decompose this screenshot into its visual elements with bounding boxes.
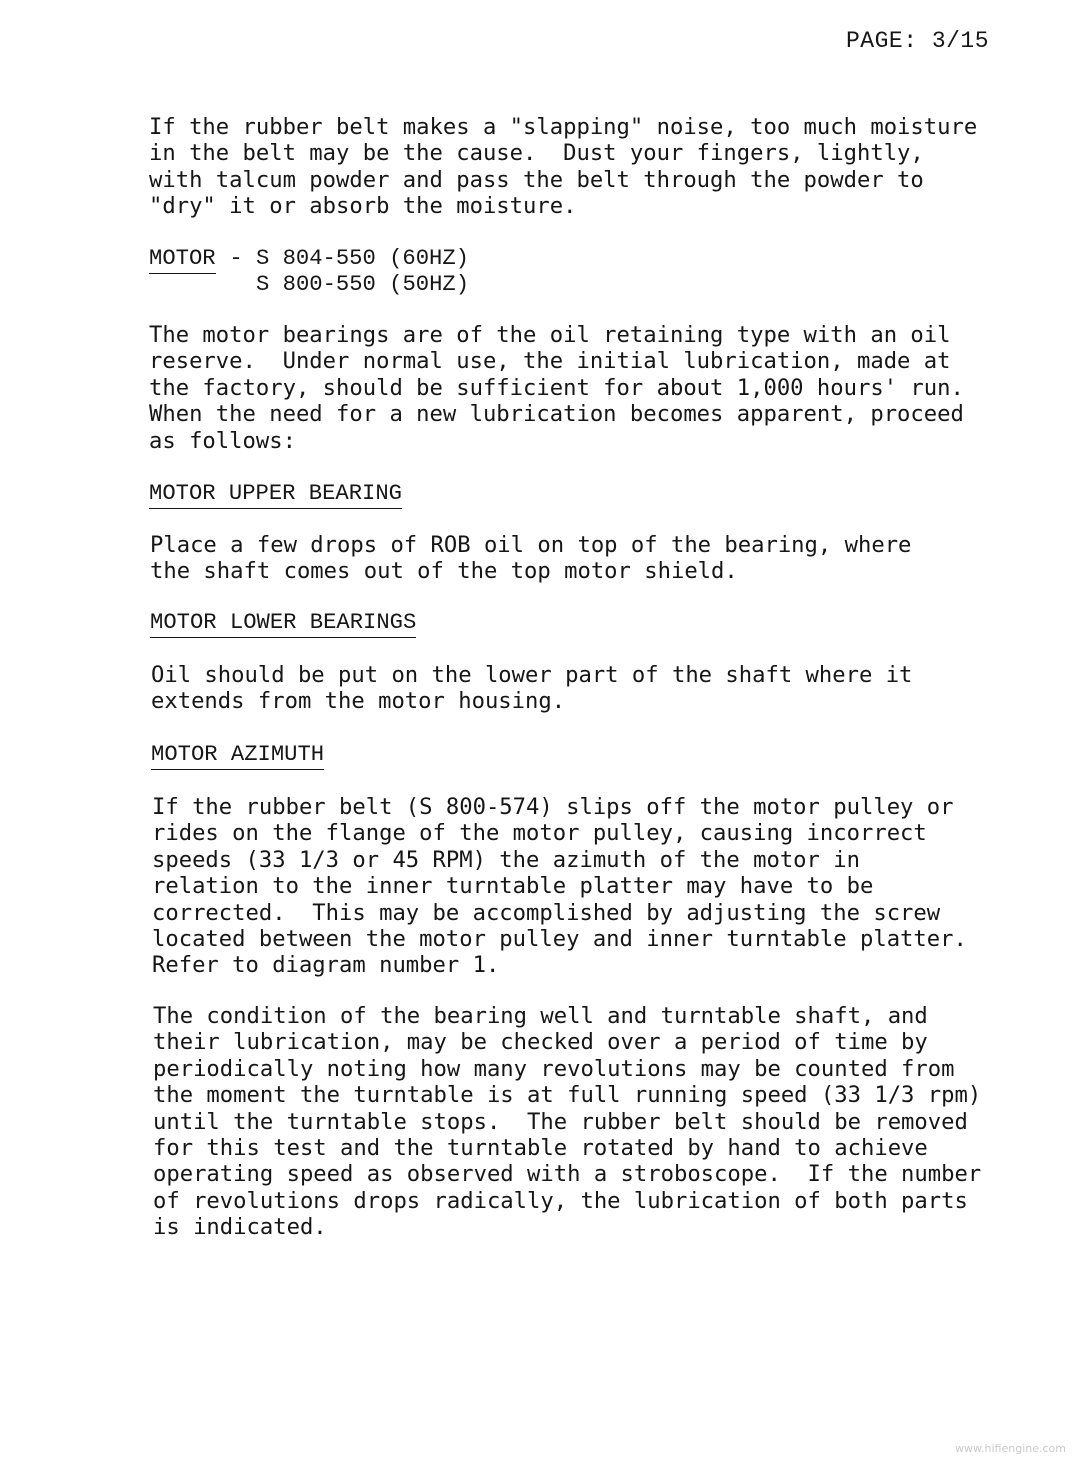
motor-heading: MOTOR: [149, 246, 216, 274]
text-line: If the rubber belt makes a "slapping" noise, too much moisture: [149, 114, 978, 140]
text-line: Place a few drops of ROB oil on top of the bearing, where: [150, 532, 912, 558]
text-line: located between the motor pulley and inner turntable platter.: [152, 926, 967, 953]
text-line: corrected. This may be accomplished by adjusting the screw: [152, 899, 941, 926]
text-line: reserve. Under normal use, the initial lubrication, made at: [149, 348, 951, 375]
page-number: PAGE: 3/15: [846, 28, 990, 54]
lower-bearings-heading: MOTOR LOWER BEARINGS: [150, 610, 416, 638]
condition-paragraph: [153, 1003, 981, 1241]
text-line: until the turntable stops. The rubber belt should be removed: [153, 1108, 968, 1135]
bearings-paragraph: [149, 322, 964, 454]
text-line: for this test and the turntable rotated by hand to achieve: [153, 1135, 928, 1162]
text-line: extends from the motor housing.: [151, 688, 566, 715]
text-line: Oil should be put on the lower part of the shaft where it: [151, 662, 913, 688]
upper-bearing-heading: MOTOR UPPER BEARING: [149, 481, 402, 509]
motor-model-60hz: - S 804-550 (60HZ): [216, 246, 469, 271]
lower-bearings-paragraph: [151, 662, 912, 715]
text-line: of revolutions drops radically, the lubrication of both parts: [153, 1187, 968, 1214]
text-line: with talcum powder and pass the belt through the powder to: [149, 166, 924, 193]
intro-paragraph: [149, 114, 977, 220]
text-line: as follows:: [149, 427, 296, 454]
text-line: relation to the inner turntable platter may have to be: [152, 873, 874, 900]
upper-bearing-paragraph: [150, 532, 911, 585]
text-line: "dry" it or absorb the moisture.: [149, 193, 577, 220]
text-line: When the need for a new lubrication becomes apparent, proceed: [149, 401, 964, 428]
text-line: their lubrication, may be checked over a period of time by: [153, 1029, 928, 1056]
text-line: in the belt may be the cause. Dust your fingers, lightly,: [149, 140, 924, 167]
text-line: Refer to diagram number 1.: [152, 952, 500, 979]
text-line: rides on the flange of the motor pulley, causing incorrect: [152, 820, 927, 847]
azimuth-paragraph: [152, 794, 967, 979]
watermark: www.hifiengine.com: [955, 1442, 1066, 1455]
text-line: the shaft comes out of the top motor shield.: [150, 558, 738, 585]
text-line: The motor bearings are of the oil retaining type with an oil: [149, 322, 951, 348]
text-line: is indicated.: [153, 1214, 327, 1241]
text-line: the factory, should be sufficient for about 1,000 hours' run.: [149, 374, 964, 401]
text-line: The condition of the bearing well and turntable shaft, and: [153, 1003, 928, 1029]
motor-model-50hz: S 800-550 (50HZ): [256, 272, 470, 297]
azimuth-heading: MOTOR AZIMUTH: [151, 742, 324, 770]
text-line: speeds (33 1/3 or 45 RPM) the azimuth of the motor in: [152, 846, 860, 873]
text-line: operating speed as observed with a stroboscope. If the number: [153, 1161, 982, 1188]
text-line: the moment the turntable is at full running speed (33 1/3 rpm): [153, 1082, 982, 1109]
text-line: periodically noting how many revolutions may be counted from: [153, 1055, 955, 1082]
text-line: If the rubber belt (S 800-574) slips off the motor pulley or: [152, 794, 954, 820]
